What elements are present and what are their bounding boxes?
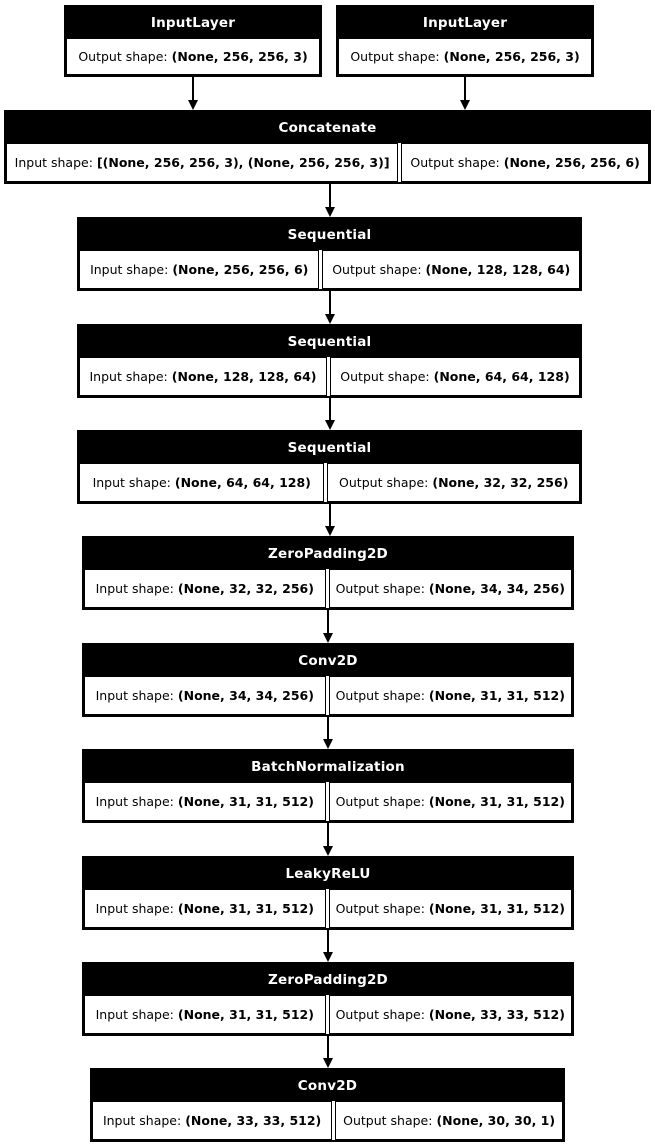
input-shape-value: (None, 64, 64, 128) bbox=[174, 475, 311, 490]
input-shape-label: Input shape: bbox=[95, 581, 174, 596]
layer-title: BatchNormalization bbox=[251, 758, 405, 775]
layer-title: ZeroPadding2D bbox=[268, 971, 388, 988]
output-shape-label: Output shape: bbox=[410, 155, 500, 170]
layer-title: InputLayer bbox=[150, 14, 236, 31]
output-shape-cell bbox=[329, 676, 572, 715]
input-shape-cell bbox=[84, 995, 326, 1034]
edge-line bbox=[329, 504, 331, 526]
input-shape-label: Input shape: bbox=[14, 155, 93, 170]
edge-line bbox=[327, 930, 329, 952]
edge-line bbox=[327, 1036, 329, 1058]
input-shape-label: Input shape: bbox=[92, 475, 171, 490]
edge-arrow-concatenate-sequential1 bbox=[325, 184, 335, 217]
layer-shapes-row bbox=[79, 463, 580, 502]
input-shape-cell bbox=[6, 143, 398, 182]
edge-line bbox=[329, 291, 331, 314]
layer-node-conv2d-1 bbox=[82, 643, 574, 717]
input-shape-value: (None, 32, 32, 256) bbox=[177, 581, 314, 596]
output-shape-label: Output shape: bbox=[335, 901, 425, 916]
input-shape-value: (None, 31, 31, 512) bbox=[177, 1007, 314, 1022]
arrowhead-icon bbox=[325, 526, 335, 536]
output-shape-label: Output shape: bbox=[335, 794, 425, 809]
edge-arrow-leakyrelu-zeropadding2 bbox=[323, 930, 333, 962]
edge-arrow-conv1-batchnorm bbox=[323, 717, 333, 749]
arrowhead-icon bbox=[323, 633, 333, 643]
edge-arrow-input1-concatenate bbox=[188, 77, 198, 110]
input-shape-cell bbox=[79, 250, 319, 289]
input-shape-cell bbox=[84, 782, 326, 821]
edge-arrow-batchnorm-leakyrelu bbox=[323, 823, 333, 856]
edge-arrow-zeropadding1-conv1 bbox=[323, 610, 333, 643]
output-shape-label: Output shape: bbox=[335, 581, 425, 596]
edge-arrow-sequential3-zeropadding1 bbox=[325, 504, 335, 536]
output-shape-value: (None, 256, 256, 6) bbox=[503, 155, 640, 170]
layer-title: Concatenate bbox=[278, 119, 377, 136]
input-shape-label: Input shape: bbox=[102, 1113, 182, 1128]
edge-arrow-zeropadding2-conv2 bbox=[323, 1036, 333, 1068]
input-shape-value: (None, 31, 31, 512) bbox=[177, 901, 314, 916]
edge-line bbox=[192, 77, 194, 100]
output-shape-value: (None, 256, 256, 3) bbox=[171, 49, 308, 64]
input-shape-value: (None, 33, 33, 512) bbox=[185, 1113, 322, 1128]
layer-title: Conv2D bbox=[297, 1077, 358, 1094]
output-shape-cell bbox=[329, 889, 572, 928]
output-shape-value: (None, 33, 33, 512) bbox=[428, 1007, 565, 1022]
input-shape-cell bbox=[84, 569, 326, 608]
layer-node-concatenate bbox=[4, 110, 651, 184]
input-shape-cell bbox=[79, 463, 324, 502]
input-shape-label: Input shape: bbox=[95, 901, 174, 916]
output-shape-cell bbox=[338, 38, 592, 75]
input-shape-value: (None, 31, 31, 512) bbox=[177, 794, 314, 809]
output-shape-cell bbox=[329, 569, 572, 608]
edge-line bbox=[327, 717, 329, 739]
output-shape-cell bbox=[329, 995, 572, 1034]
arrowhead-icon bbox=[325, 314, 335, 324]
layer-shapes-row bbox=[6, 143, 649, 182]
output-shape-cell bbox=[322, 250, 580, 289]
edge-line bbox=[464, 77, 466, 100]
layer-title: Sequential bbox=[287, 226, 372, 243]
input-shape-label: Input shape: bbox=[95, 794, 174, 809]
edge-line bbox=[329, 184, 331, 207]
layer-shapes-row bbox=[84, 569, 572, 608]
layer-node-batch-normalization bbox=[82, 749, 574, 823]
output-shape-cell bbox=[329, 782, 572, 821]
output-shape-cell bbox=[327, 463, 580, 502]
output-shape-label: Output shape: bbox=[335, 688, 425, 703]
layer-node-input-layer-2 bbox=[336, 5, 594, 77]
layer-node-sequential-3 bbox=[77, 430, 582, 504]
edge-line bbox=[327, 823, 329, 846]
layer-shapes-row bbox=[84, 889, 572, 928]
output-shape-cell bbox=[335, 1101, 563, 1140]
input-shape-label: Input shape: bbox=[95, 1007, 174, 1022]
input-shape-value: (None, 256, 256, 6) bbox=[172, 262, 309, 277]
output-shape-cell bbox=[66, 38, 320, 75]
input-shape-label: Input shape: bbox=[89, 369, 168, 384]
layer-node-conv2d-2 bbox=[90, 1068, 565, 1142]
layer-title: InputLayer bbox=[422, 14, 508, 31]
layer-title: ZeroPadding2D bbox=[268, 545, 388, 562]
layer-shapes-row bbox=[84, 676, 572, 715]
arrowhead-icon bbox=[323, 1058, 333, 1068]
layer-shapes-row bbox=[79, 357, 580, 396]
edge-arrow-input2-concatenate bbox=[460, 77, 470, 110]
output-shape-value: (None, 31, 31, 512) bbox=[428, 688, 565, 703]
input-shape-value: (None, 34, 34, 256) bbox=[177, 688, 314, 703]
arrowhead-icon bbox=[323, 952, 333, 962]
arrowhead-icon bbox=[323, 846, 333, 856]
edge-line bbox=[327, 610, 329, 633]
layer-shapes-row bbox=[92, 1101, 563, 1140]
output-shape-value: (None, 34, 34, 256) bbox=[428, 581, 565, 596]
output-shape-label: Output shape: bbox=[339, 475, 429, 490]
edge-arrow-sequential2-sequential3 bbox=[325, 398, 335, 430]
layer-shapes-row bbox=[338, 38, 592, 75]
arrowhead-icon bbox=[325, 207, 335, 217]
layer-shapes-row bbox=[79, 250, 580, 289]
arrowhead-icon bbox=[325, 420, 335, 430]
output-shape-value: (None, 30, 30, 1) bbox=[436, 1113, 556, 1128]
output-shape-label: Output shape: bbox=[332, 262, 422, 277]
layer-title: LeakyReLU bbox=[285, 865, 371, 882]
edge-line bbox=[329, 398, 331, 420]
input-shape-cell bbox=[79, 357, 327, 396]
input-shape-label: Input shape: bbox=[90, 262, 169, 277]
arrowhead-icon bbox=[323, 739, 333, 749]
arrowhead-icon bbox=[188, 100, 198, 110]
layer-shapes-row bbox=[84, 995, 572, 1034]
output-shape-value: (None, 128, 128, 64) bbox=[425, 262, 571, 277]
output-shape-label: Output shape: bbox=[343, 1113, 433, 1128]
layer-shapes-row bbox=[84, 782, 572, 821]
output-shape-label: Output shape: bbox=[78, 49, 168, 64]
output-shape-cell bbox=[330, 357, 580, 396]
input-shape-value: [(None, 256, 256, 3), (None, 256, 256, 3)] bbox=[96, 155, 390, 170]
output-shape-label: Output shape: bbox=[350, 49, 440, 64]
output-shape-value: (None, 31, 31, 512) bbox=[428, 901, 565, 916]
output-shape-value: (None, 64, 64, 128) bbox=[433, 369, 570, 384]
output-shape-label: Output shape: bbox=[335, 1007, 425, 1022]
layer-node-leaky-relu bbox=[82, 856, 574, 930]
output-shape-value: (None, 31, 31, 512) bbox=[428, 794, 565, 809]
layer-node-sequential-1 bbox=[77, 217, 582, 291]
layer-title: Sequential bbox=[287, 439, 372, 456]
input-shape-cell bbox=[92, 1101, 332, 1140]
layer-title: Sequential bbox=[287, 333, 372, 350]
layer-shapes-row bbox=[66, 38, 320, 75]
input-shape-cell bbox=[84, 889, 326, 928]
output-shape-value: (None, 32, 32, 256) bbox=[432, 475, 569, 490]
input-shape-label: Input shape: bbox=[95, 688, 174, 703]
layer-node-zero-padding2d-1 bbox=[82, 536, 574, 610]
layer-node-zero-padding2d-2 bbox=[82, 962, 574, 1036]
layer-title: Conv2D bbox=[298, 652, 358, 669]
output-shape-cell bbox=[401, 143, 649, 182]
output-shape-label: Output shape: bbox=[340, 369, 430, 384]
arrowhead-icon bbox=[460, 100, 470, 110]
layer-node-sequential-2 bbox=[77, 324, 582, 398]
edge-arrow-sequential1-sequential2 bbox=[325, 291, 335, 324]
input-shape-value: (None, 128, 128, 64) bbox=[171, 369, 317, 384]
output-shape-value: (None, 256, 256, 3) bbox=[443, 49, 580, 64]
input-shape-cell bbox=[84, 676, 326, 715]
layer-node-input-layer-1 bbox=[64, 5, 322, 77]
